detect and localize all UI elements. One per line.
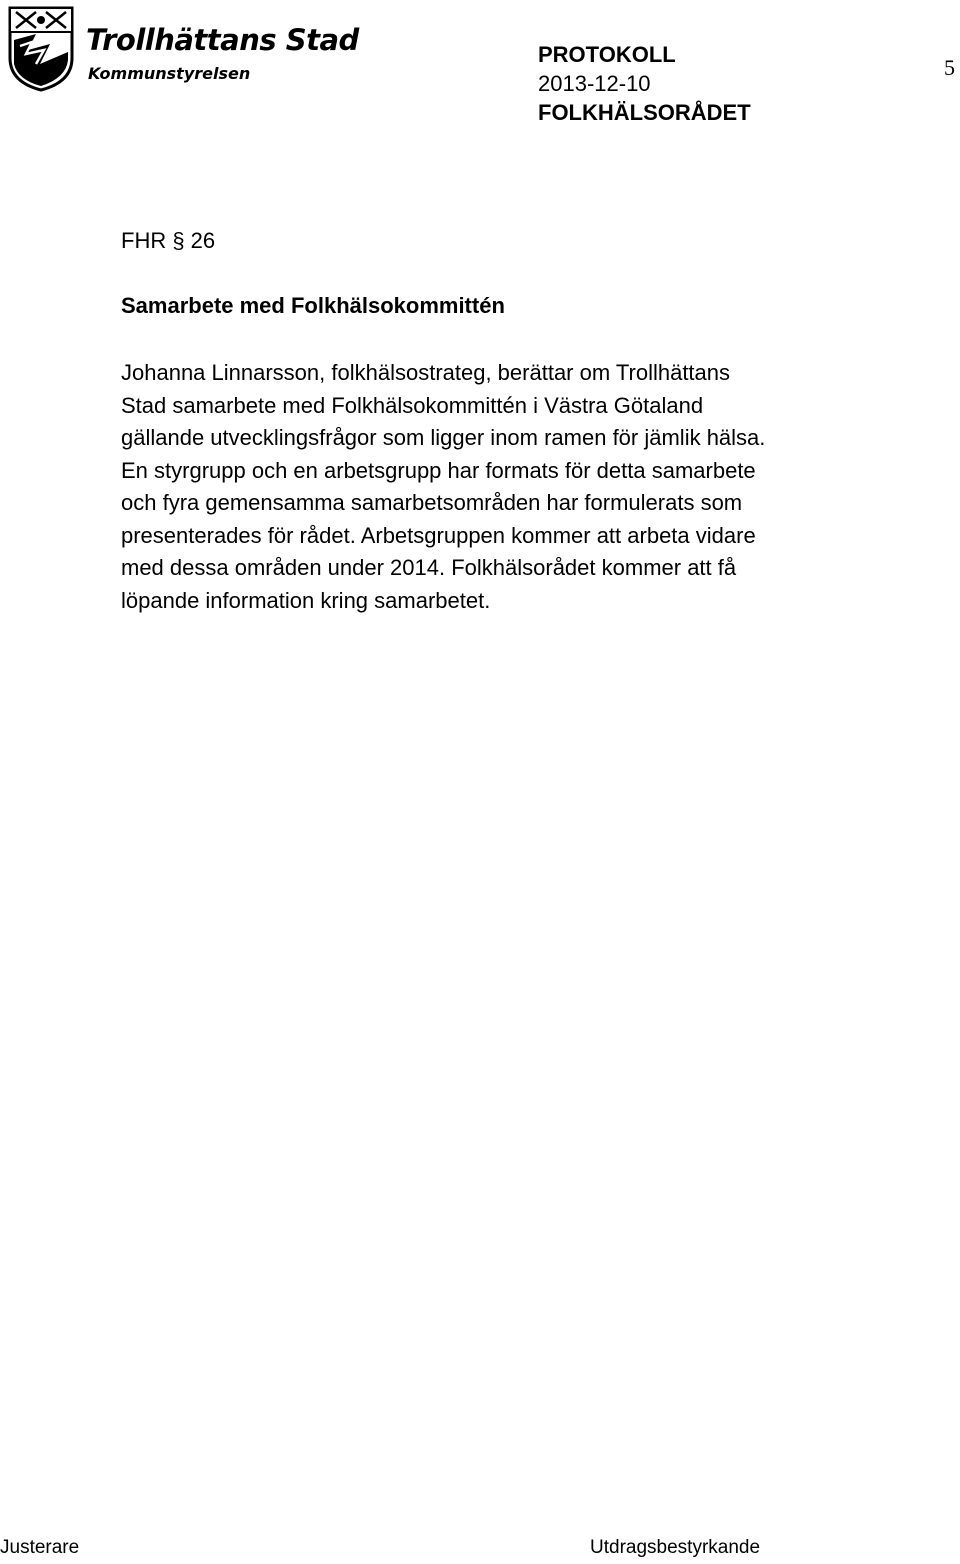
- body-line: Johanna Linnarsson, folkhälsostrateg, berättar om Trollhättans: [121, 360, 731, 385]
- org-subtitle: Kommunstyrelsen: [88, 64, 251, 83]
- document-header: [538, 40, 751, 127]
- body-line: Stad samarbete med Folkhälsokommittén i Västra Götaland: [121, 392, 704, 418]
- org-name: Trollhättans Stad: [86, 23, 359, 57]
- body-text: [121, 357, 841, 617]
- section-title: Samarbete med Folkhälsokommittén: [121, 293, 505, 318]
- coat-of-arms-icon: [6, 4, 76, 92]
- document-date: 2013-12-10: [538, 71, 651, 96]
- logo: [6, 4, 366, 96]
- body-line: presenterades för rådet. Arbetsgruppen kommer att arbeta vidare: [121, 522, 756, 548]
- footer-justerare: Justerare: [0, 1537, 80, 1558]
- body-line: En styrgrupp och en arbetsgrupp har formats för detta samarbete: [121, 457, 756, 483]
- body-line: löpande information kring samarbetet.: [121, 587, 491, 613]
- body-line: med dessa områden under 2014. Folkhälsorådet kommer att få: [121, 555, 737, 580]
- footer-utdragsbestyrkande: Utdragsbestyrkande: [590, 1537, 761, 1558]
- document-type: PROTOKOLL: [538, 42, 676, 67]
- body-line: gällande utvecklingsfrågor som ligger inom ramen för jämlik hälsa.: [121, 425, 766, 450]
- body-line: och fyra gemensamma samarbetsområden har formulerats som: [121, 490, 743, 515]
- section-id: FHR § 26: [121, 228, 216, 253]
- board-name: FOLKHÄLSORÅDET: [538, 100, 751, 125]
- page-number: 5: [944, 55, 955, 80]
